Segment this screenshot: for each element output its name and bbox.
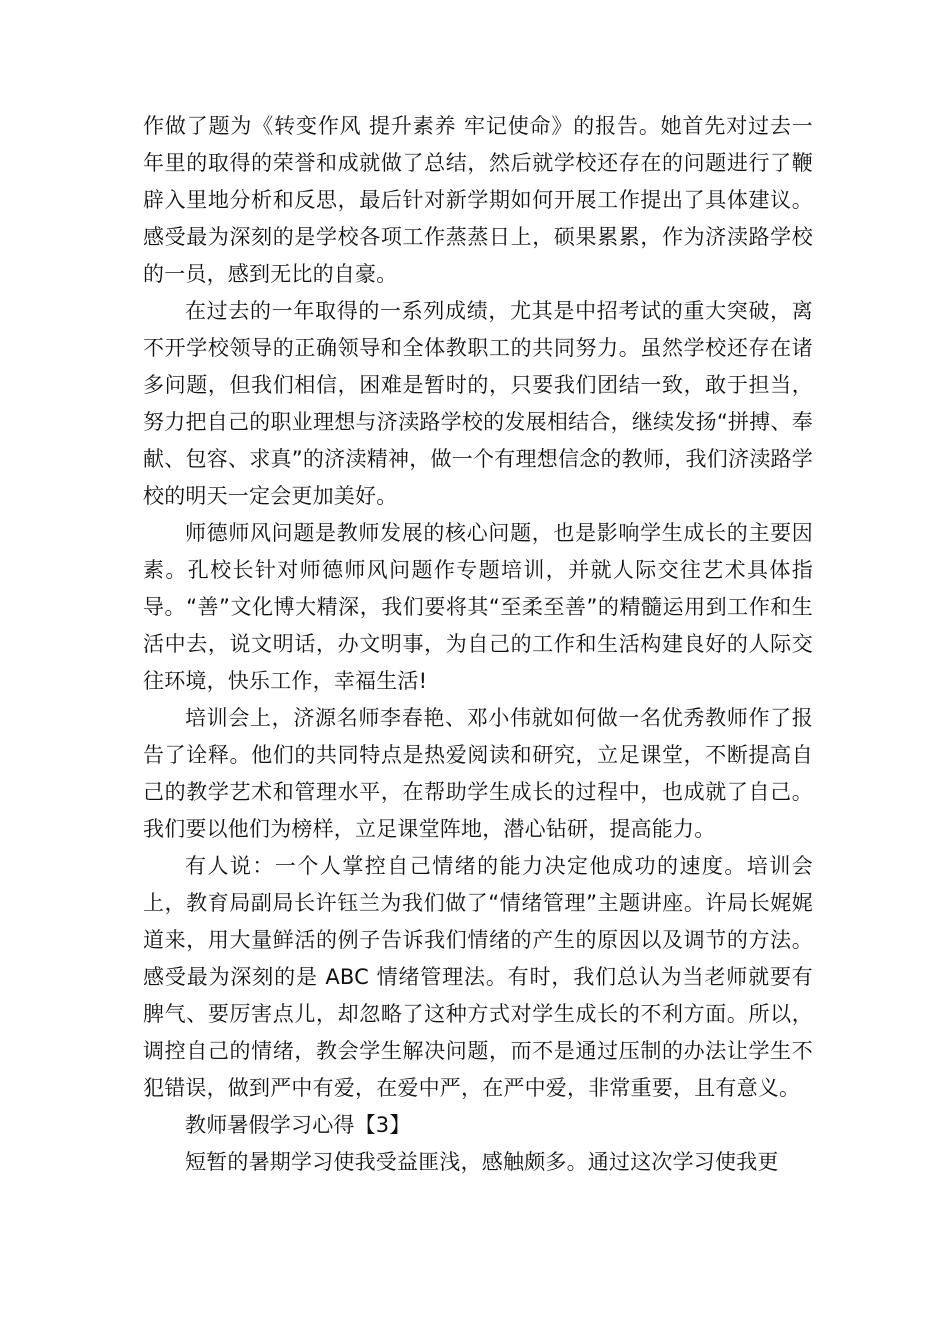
paragraph-summer-study: 短暂的暑期学习使我受益匪浅，感触颇多。通过这次学习使我更 [185,1150,779,1174]
paragraph-achievements: 在过去的一年取得的一系列成绩，尤其是中招考试的重大突破，离不开学校领导的正确领导和全体教职工的共同努力。虽然学校还存在诸多问题，但我们相信，困难是暂时的，只要我们团结一致，敢于担当，努力把自己的职业理想与济渎路学校的发展相结合，继续发扬“拼搏、奉献、包容、求真”的济渎精神，做一个有理想信念的教师，我们济渎路学校的明天一定会更加美好。 [143,299,813,508]
paragraph-teacher-ethics: 师德师风问题是教师发展的核心问题，也是影响学生成长的主要因素。孔校长针对师德师风问题作专题培训，并就人际交往艺术具体指导。“善”文化博大精深，我们要将其“至柔至善”的精髓运用到工作和生活中去，说文明话，办文明事，为自己的工作和生活构建良好的人际交往环境，快乐工作，幸福生活! [143,521,813,693]
document-body [143,108,813,1181]
section-heading: 教师暑假学习心得【3】 [185,1113,411,1137]
paragraph-report-summary: 作做了题为《转变作风 提升素养 牢记使命》的报告。她首先对过去一年里的取得的荣誉和成就做了总结，然后就学校还存在的问题进行了鞭辟入里地分析和反思，最后针对新学期如何开展工作提出了具体建议。感受最为深刻的是学校各项工作蒸蒸日上，硕果累累，作为济渎路学校的一员，感到无比的自豪。 [143,114,813,286]
paragraph-emotion-management: 有人说：一个人掌控自己情绪的能力决定他成功的速度。培训会上，教育局副局长许钰兰为我们做了“情绪管理”主题讲座。许局长娓娓道来，用大量鲜活的例子告诉我们情绪的产生的原因以及调节的方法。感受最为深刻的是 ABC 情绪管理法。有时，我们总认为当老师就要有脾气、要厉害点儿，却忽略了这种方式对学生成长的不利方面。所以，调控自己的情绪，教会学生解决问题，而不是通过压制的办法让学生不犯错误，做到严中有爱，在爱中严，在严中爱，非常重要，且有意义。 [143,854,813,1100]
paragraph-famous-teachers: 培训会上，济源名师李春艳、邓小伟就如何做一名优秀教师作了报告了诠释。他们的共同特点是热爱阅读和研究，立足课堂，不断提高自己的教学艺术和管理水平，在帮助学生成长的过程中，也成就了自己。我们要以他们为榜样，立足课堂阵地，潜心钻研，提高能力。 [143,706,813,841]
